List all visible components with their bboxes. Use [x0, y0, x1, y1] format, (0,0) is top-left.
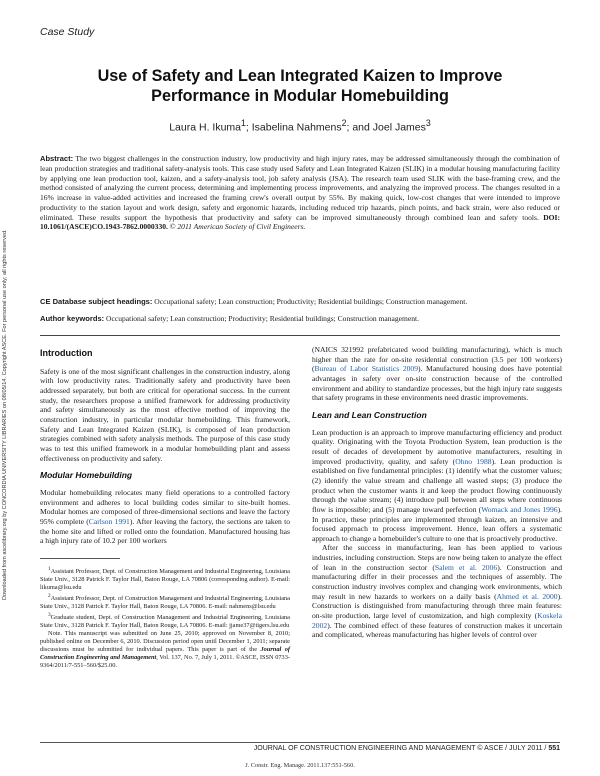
- lean-text-b: ). Lean production is established on five fundamental principles: (1) identify what the customer values; (2) identify the value stream and challenge all wasted steps; (3) produce the product when the customer wants it and keep the product flowing continuously through the value stream; (4) introduce pull between all steps where continuous flow is impossible; and (5) manage toward perfection (: [312, 456, 562, 514]
- citation-ohno[interactable]: Ohno 1988: [455, 456, 492, 466]
- introduction-heading: Introduction: [40, 348, 93, 358]
- introduction-paragraph: Safety is one of the most significant challenges in the construction industry, along with low productivity rates. Traditionally safety and productivity have been addressed separately, but both are critical for operational success. In the current study, the researchers propose a unified framework for addressing productivity and safety simultaneously as the most effective method of improving the construction industry, in particular modular homebuilding. This framework, Safety and Lean Integrated Kaizen (SLIK), is composed of lean production strategies combined with safety analysis methods. The purpose of this case study was to test this unified framework in a modular homebuilding plant and assess effectiveness on productivity and safety.: [40, 366, 290, 463]
- ce-database-label: CE Database subject headings:: [40, 297, 153, 306]
- author-list: [40, 118, 560, 134]
- naics-text-b: ). Manufactured housing does have potential advantages in safety over on-site construction because of the controlled environment and ability to standardize processes, but the high injury rate suggests that safety programs in these environments need drastic improvements.: [312, 364, 563, 403]
- footnote-rule: [40, 558, 120, 559]
- author-keywords-text: Occupational safety; Lean construction; Productivity; Residential buildings; Construction management.: [106, 314, 419, 323]
- author-3: ; and Joel James: [346, 121, 426, 134]
- note-text-a: Note. This manuscript was submitted on June 25, 2010; approved on November 8, 2010; published online on December 6, 2010. Discussion period open until December 1, 2011; separate discussions must be submitted for individual papers. This paper is part of the: [40, 630, 290, 654]
- footnote-1: [40, 565, 290, 592]
- left-column: [40, 345, 290, 670]
- citation-salem[interactable]: Salem et al. 2006: [434, 562, 498, 572]
- citation-bls[interactable]: Bureau of Labor Statistics 2009: [314, 364, 419, 374]
- citation-koskela[interactable]: Koskela 2002: [312, 611, 562, 630]
- page-number: 551: [548, 745, 560, 752]
- abstract-block: [40, 154, 560, 232]
- lean2-text-a: After the success in manufacturing, lean has been applied to various industries, including construction. Steps are now being taken to analyze the effect of lean in the construction sector (: [312, 543, 562, 572]
- footnotes: [40, 565, 290, 670]
- right-column: [312, 345, 562, 640]
- author-keywords: [40, 314, 560, 324]
- footnote-2: [40, 592, 290, 611]
- author-1: Laura H. Ikuma: [169, 121, 242, 134]
- modular-text-b: ). After leaving the factory, the sections are taken to the home site and lifted or rolled onto the foundation. Manufactured housing has a high injury rate of 10.2 per 100 workers: [40, 516, 290, 546]
- modular-text-a: Modular homebuilding relocates many field operations to a controlled factory environment and adheres to local building codes similar to site-built homes. Modular homes are composed of three-dimensional sections and leave the factory 95% complete (: [40, 487, 290, 526]
- author-keywords-label: Author keywords:: [40, 314, 105, 323]
- footnote-3-text: Graduate student, Dept. of Construction Management and Industrial Engineering, Louisiana State Univ., 3128 Patrick F. Taylor Hall, Baton Rouge, LA 70806. E-mail: jjame37@tigers.lsu.edu: [40, 614, 290, 630]
- author-2: ; Isabelina Nahmens: [245, 121, 342, 134]
- lean-paragraph-2: [312, 543, 562, 640]
- footnote-3-marker: 3: [48, 612, 51, 619]
- footnote-2-marker: 2: [48, 592, 51, 599]
- lean-text-a: Lean production is an approach to improve manufacturing efficiency and product quality. Originating with the Toyota Production System, lean production is the result of decades of development by automotive manufacturers, resulting in improved productivity, quality, and safety (: [312, 427, 562, 466]
- abstract-doi[interactable]: DOI: 10.1061/(ASCE)CO.1943-7862.0000330.: [40, 212, 560, 232]
- naics-text-a: (NAICS 321992 prefabricated wood building manufacturing), which is much higher than the rate for on-site residential construction (3.5 per 100 workers) (: [312, 345, 562, 374]
- lean-heading: Lean and Lean Construction: [312, 409, 427, 420]
- article-title: [40, 66, 560, 106]
- ce-database-text: Occupational safety; Lean construction; Productivity; Residential buildings; Construction management.: [154, 297, 468, 306]
- footnote-1-marker: 1: [48, 565, 51, 572]
- abstract-text: The two biggest challenges in the construction industry, low productivity and high injury rates, may be addressed simultaneously through the combination of lean production strategies and traditional safety-analysis tools. This case study used Safety and Lean Integrated Kaizen (SLIK) in a modular housing manufacturing facility by applying one lean production tool, kaizen, and a safety-analysis tool, job safety analysis (JSA). The research team used SLIK with the base-framing crew, and the method consisted of analyzing the current process, determining and implementing process improvements, and analyzing the improved process. The changes resulted in a 16% increase in value-added activities and increased the framing crew's overall output by 55%. By making quick, low-cost changes that were intended to improve productivity to the station layout and work design, safety and ergonomic hazards, including reduced trip hazards, pinch points, and back strain, were also reduced or eliminated. These results support the hypothesis that productivity and safety can be improved simultaneously through combined lean and safety tools.: [40, 154, 560, 222]
- title-line-2: Performance in Modular Homebuilding: [151, 87, 449, 105]
- note-journal: Journal of Construction Engineering and Management: [40, 646, 290, 662]
- submission-note: [40, 630, 290, 670]
- title-line-1: Use of Safety and Lean Integrated Kaizen to Improve: [97, 67, 503, 85]
- abstract-copyright: © 2011 American Society of Civil Engineers.: [169, 222, 306, 232]
- citation-ahmed[interactable]: Ahmed et al. 2000: [496, 591, 558, 601]
- author-2-affil: 2: [341, 118, 347, 128]
- modular-paragraph: [40, 488, 290, 546]
- footnote-2-text: Assistant Professor, Dept. of Construction Management and Industrial Engineering, Louisiana State Univ., 3128 Patrick F. Taylor Hall, Baton Rouge, LA 70806. E-mail: nahmens@lsu.edu: [40, 595, 290, 611]
- citation-womack[interactable]: Womack and Jones 1996: [481, 504, 558, 514]
- abstract-label: Abstract:: [40, 154, 74, 163]
- lean-paragraph-1: [312, 428, 562, 544]
- citation-carlson[interactable]: Carlson 1991: [88, 516, 130, 526]
- lean2-text-b: ). Construction and manufacturing differ in their processes and the techniques of assembly. The construction industry involves complex and changing work environments, which may result in new hazards to workers on a daily basis (: [312, 562, 562, 601]
- naics-paragraph: [312, 345, 562, 403]
- footnote-3: [40, 611, 290, 630]
- footnote-1-text: Assistant Professor, Dept. of Construction Management and Industrial Engineering, Louisiana State Univ., 3128 Patrick F. Taylor Hall, Baton Rouge, LA 70806 (corresponding author). E-mail: likuma@lsu.edu: [40, 567, 290, 591]
- ce-database-headings: [40, 297, 560, 307]
- author-3-affil: 3: [425, 118, 431, 128]
- lean2-text-c: ). Construction is distinguished from manufacturing through three main features: on-site production, large level of customization, and high complexity (: [312, 591, 562, 621]
- article-type-label: Case Study: [40, 26, 95, 38]
- header-divider: [40, 335, 560, 336]
- download-watermark: Downloaded from ascelibrary.org by CONCORDIA UNIVERSITY LIBRARIES on 08/05/14. Copyright ASCE. For personal use only; all rights reserved.: [2, 229, 8, 600]
- footer-journal: JOURNAL OF CONSTRUCTION ENGINEERING AND MANAGEMENT © ASCE / JULY 2011 /: [253, 745, 549, 752]
- modular-homebuilding-heading: Modular Homebuilding: [40, 470, 133, 481]
- running-footer: [40, 745, 560, 752]
- author-1-affil: 1: [241, 118, 246, 128]
- lean2-text-d: ). The combined effect of these features of construction makes it uncertain and complicated, whereas manufacturing has higher levels of control over: [312, 620, 562, 640]
- footer-rule: [40, 742, 560, 743]
- note-text-b: , Vol. 137, No. 7, July 1, 2011. ©ASCE, ISSN 0733-9364/2011/7-551–560/$25.00.: [40, 654, 291, 670]
- lean-text-c: ). In practice, these principles are implemented through kaizen, an intensive and focused approach to process improvement. Hence, lean offers a systematic approach to change a homebuilder's culture to one that is proactively productive.: [312, 504, 563, 543]
- page-citation: J. Constr. Eng. Manage. 2011.137:551-560.: [245, 762, 355, 769]
